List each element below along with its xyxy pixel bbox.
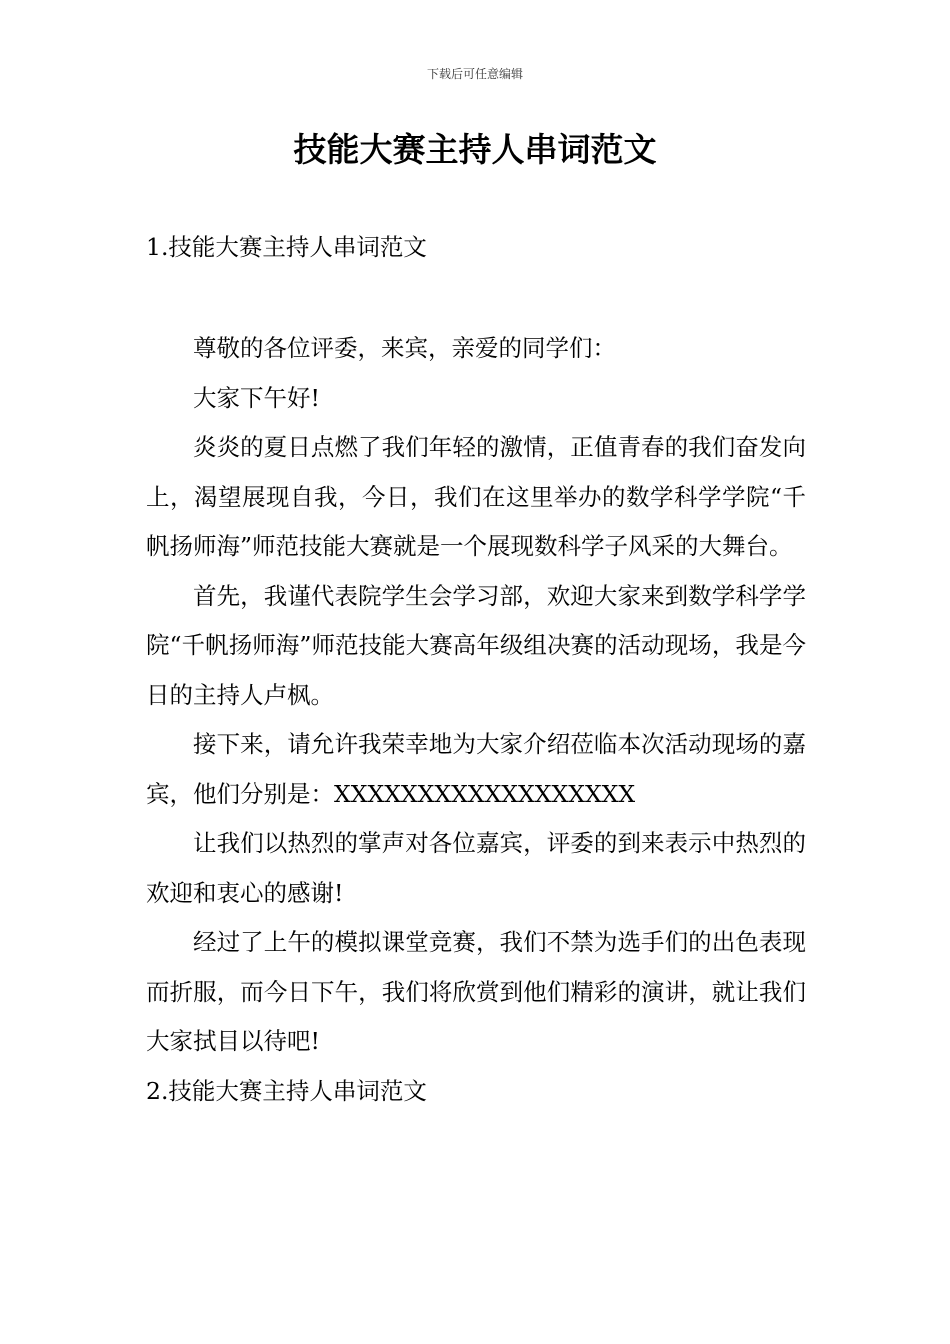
paragraph-applause: 让我们以热烈的掌声对各位嘉宾，评委的到来表示中热烈的欢迎和衷心的感谢! bbox=[146, 829, 806, 907]
section-1-heading-block bbox=[146, 223, 806, 273]
paragraph-opening: 炎炎的夏日点燃了我们年轻的激情，正值青春的我们奋发向上，渴望展现自我，今日，我们在这里举办的数学科学学院“千帆扬师海”师范技能大赛就是一个展现数科学子风采的大舞台。 bbox=[146, 433, 806, 560]
paragraph-greeting: 大家下午好! bbox=[193, 383, 320, 412]
paragraph-salutation: 尊敬的各位评委，来宾，亲爱的同学们： bbox=[193, 334, 616, 362]
section-2-heading: 2.技能大赛主持人串词范文 bbox=[146, 1076, 427, 1105]
paragraph-transition: 经过了上午的模拟课堂竞赛，我们不禁为选手们的出色表现而折服，而今日下午，我们将欣赏到他们精彩的演讲，就让我们大家拭目以待吧! bbox=[146, 928, 806, 1055]
document-body bbox=[146, 324, 806, 1116]
section-1-heading: 1.技能大赛主持人串词范文 bbox=[146, 233, 427, 261]
paragraph-guests: 接下来，请允许我荣幸地为大家介绍莅临本次活动现场的嘉宾，他们分别是：XXXXXXXXXXXXXXXXXX bbox=[146, 730, 806, 808]
header-note: 下载后可任意编辑 bbox=[426, 67, 523, 81]
paragraph-welcome: 首先，我谨代表院学生会学习部，欢迎大家来到数学科学学院“千帆扬师海”师范技能大赛高年级组决赛的活动现场，我是今日的主持人卢枫。 bbox=[146, 581, 806, 709]
document-title: 技能大赛主持人串词范文 bbox=[293, 130, 657, 169]
